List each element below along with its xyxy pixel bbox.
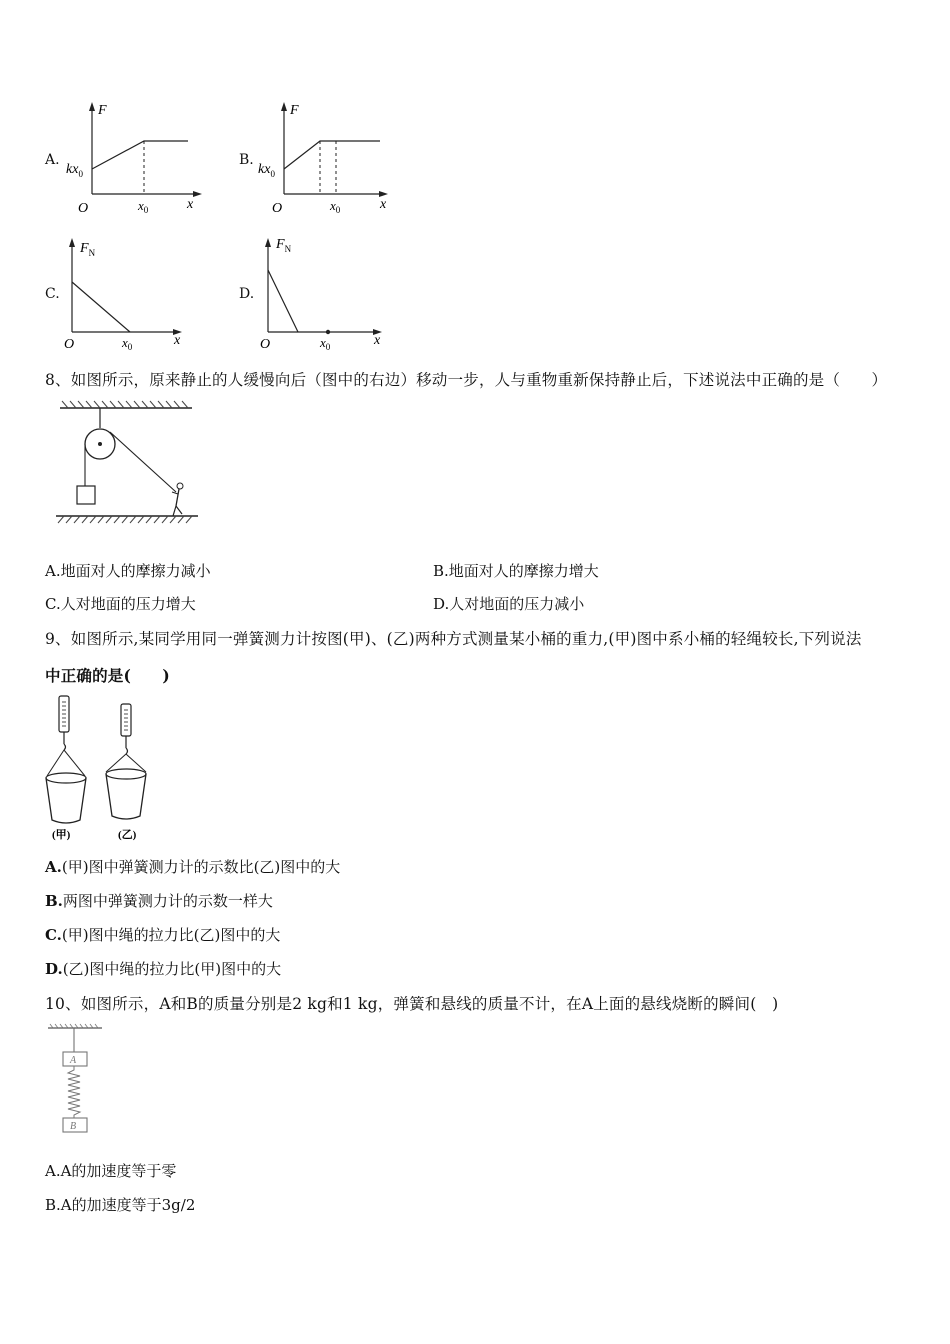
option-text: (甲)图中绳的拉力比(乙)图中的大 bbox=[61, 926, 281, 944]
option-label: A. bbox=[45, 152, 60, 168]
q9-bucket-figure bbox=[42, 692, 162, 842]
origin-label: O bbox=[78, 201, 89, 216]
q9-stem-line1: 9、如图所示,某同学用同一弹簧测力计按图(甲)、(乙)两种方式测量某小桶的重力,(甲)图中系小桶的轻绳较长,下列说法 bbox=[45, 630, 862, 648]
option-label: D. bbox=[239, 286, 255, 302]
option-text: (乙)图中绳的拉力比(甲)图中的大 bbox=[62, 960, 282, 978]
option-text: (甲)图中弹簧测力计的示数比(乙)图中的大 bbox=[61, 858, 341, 876]
q8-option-c[interactable]: C.人对地面的压力增大 bbox=[45, 595, 196, 613]
option-letter: B. bbox=[45, 892, 63, 910]
q8-stem: 8、如图所示，原来静止的人缓慢向后（图中的右边）移动一步，人与重物重新保持静止后，下述说法中正确的是（ ） bbox=[45, 371, 888, 389]
origin-label: O bbox=[260, 337, 271, 352]
x-axis-label: x bbox=[380, 197, 387, 212]
x-mark-label: $x_0$ bbox=[138, 198, 149, 215]
q8-option-a[interactable]: A.地面对人的摩擦力减小 bbox=[45, 562, 211, 580]
option-label: B. bbox=[239, 152, 254, 168]
option-letter: C. bbox=[45, 926, 62, 944]
graph-c-figure bbox=[58, 234, 198, 354]
x-mark-label: $x_0$ bbox=[330, 198, 341, 215]
option-letter: A. bbox=[45, 858, 62, 876]
graph-b-figure bbox=[252, 98, 402, 220]
y-axis-label: F bbox=[290, 103, 299, 118]
y-mark-label: $kx_0$ bbox=[258, 162, 275, 179]
q10-stem: 10、如图所示，A和B的质量分别是2 kg和1 kg，弹簧和悬线的质量不计，在A上面的悬线烧断的瞬间( ) bbox=[45, 995, 779, 1013]
block-a-label: A bbox=[70, 1055, 77, 1066]
block-b-label: B bbox=[70, 1121, 77, 1132]
q9-option-b[interactable] bbox=[45, 890, 273, 911]
q10-option-b[interactable]: B.A的加速度等于3g/2 bbox=[45, 1196, 196, 1214]
y-mark-label: $kx_0$ bbox=[66, 162, 83, 179]
option-label: C. bbox=[45, 286, 60, 302]
origin-label: O bbox=[64, 337, 75, 352]
x-mark-label: $x_0$ bbox=[320, 335, 331, 352]
graph-d-figure bbox=[254, 234, 394, 354]
q10-spring-figure bbox=[44, 1022, 108, 1138]
option-letter: D. bbox=[45, 960, 63, 978]
x-mark-label: $x_0$ bbox=[122, 335, 133, 352]
q10-option-a[interactable]: A.A的加速度等于零 bbox=[45, 1162, 177, 1180]
y-axis-label: F bbox=[98, 103, 107, 118]
figure-label-yi: (乙) bbox=[118, 829, 137, 841]
x-axis-label: x bbox=[187, 197, 194, 212]
q9-option-d[interactable] bbox=[45, 958, 281, 979]
option-text: 两图中弹簧测力计的示数一样大 bbox=[62, 892, 273, 910]
q9-option-a[interactable] bbox=[45, 856, 340, 877]
q8-pulley-figure bbox=[52, 398, 204, 528]
q8-option-b[interactable]: B.地面对人的摩擦力增大 bbox=[433, 562, 599, 580]
y-axis-label: $F_N$ bbox=[276, 237, 292, 254]
q9-option-c[interactable] bbox=[45, 924, 280, 945]
x-axis-label: x bbox=[374, 333, 381, 348]
origin-label: O bbox=[272, 201, 283, 216]
q8-option-d[interactable]: D.人对地面的压力减小 bbox=[433, 595, 585, 613]
q9-stem-line2: 中正确的是( ) bbox=[45, 666, 170, 685]
figure-label-jia: (甲) bbox=[52, 829, 71, 841]
x-axis-label: x bbox=[174, 333, 181, 348]
y-axis-label: $F_N$ bbox=[80, 241, 96, 258]
graph-a-figure bbox=[60, 98, 210, 220]
